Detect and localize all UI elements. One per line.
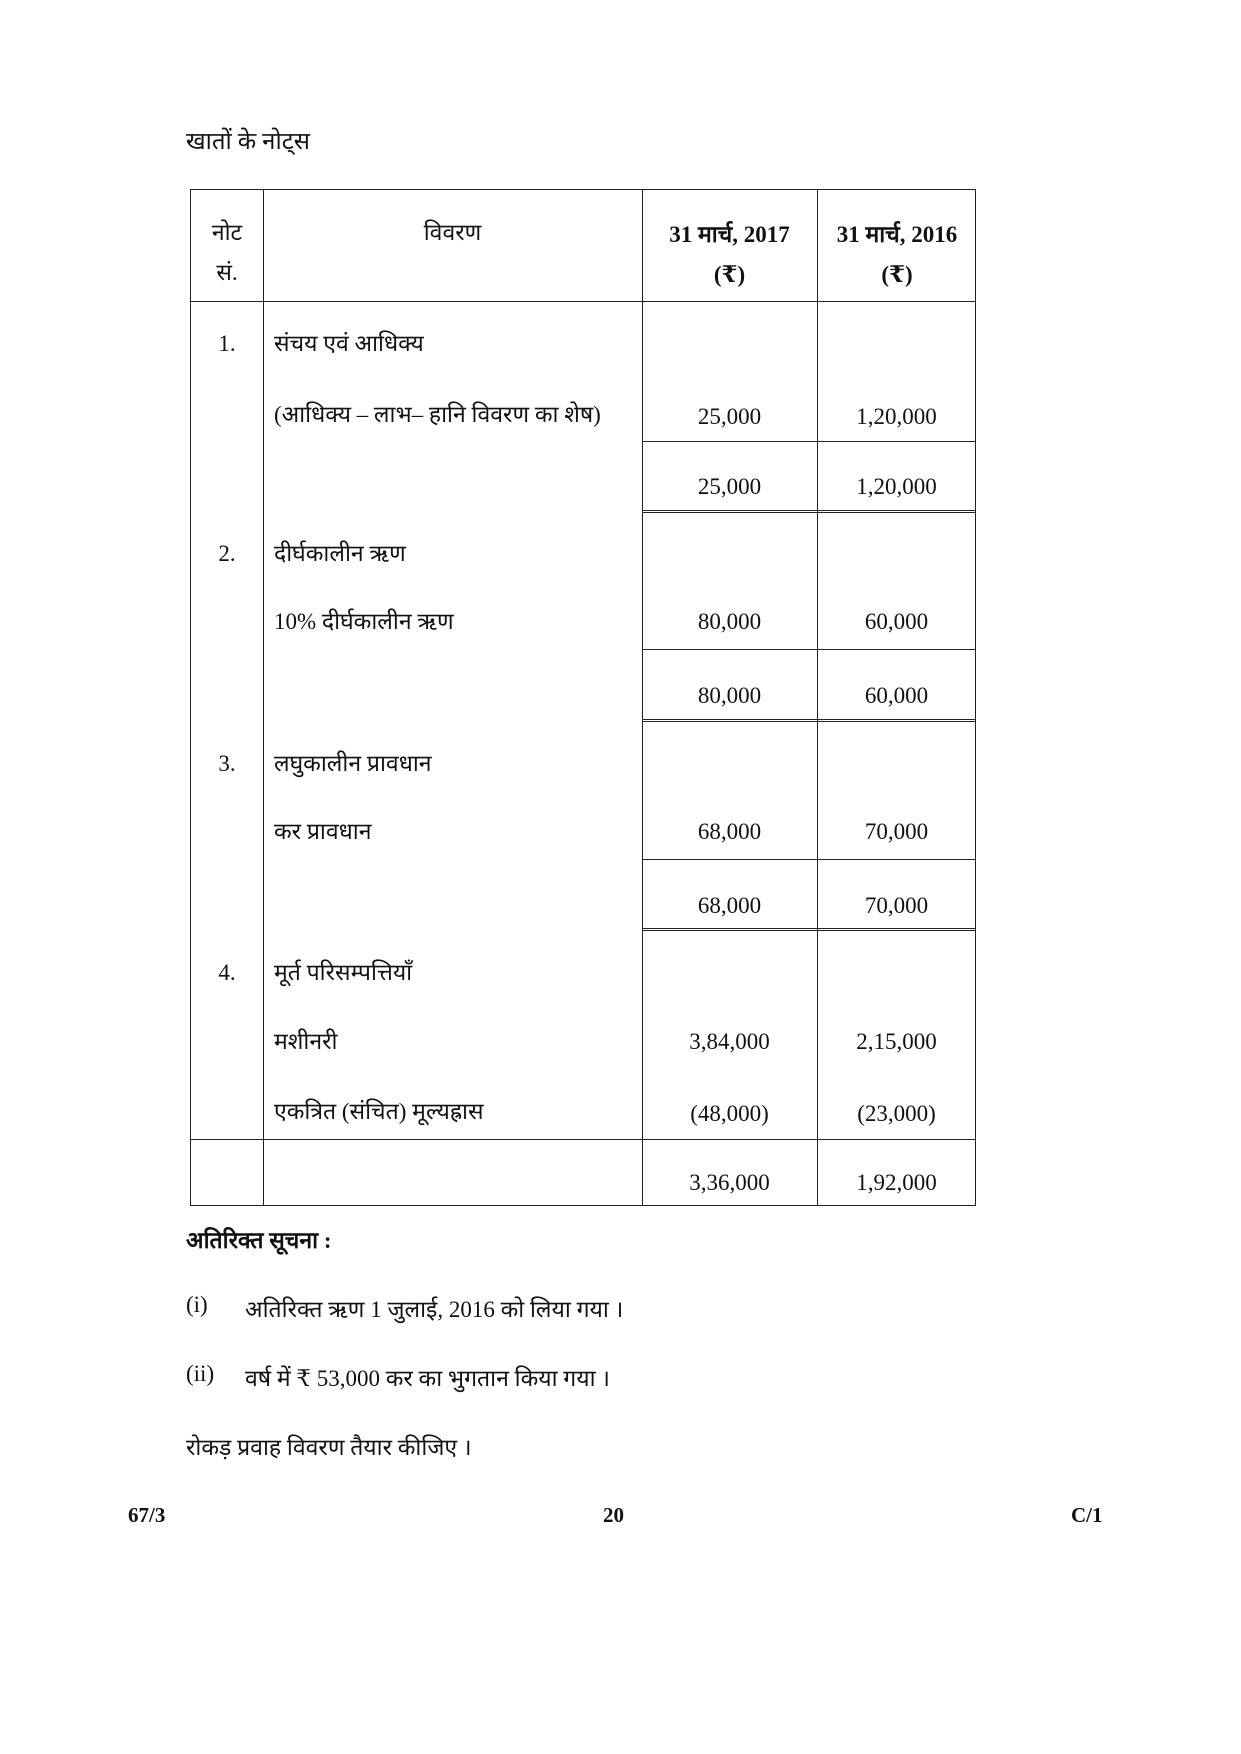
value-2017: 25,000 (697, 404, 762, 429)
note-title: मूर्त परिसम्पत्तियाँ (274, 960, 413, 985)
note-number: 4. (218, 960, 236, 985)
note-row-label: 10% दीर्घकालीन ऋण (274, 609, 454, 634)
header-divider (191, 301, 975, 302)
info-item-marker: (i) (186, 1292, 208, 1317)
note-title: संचय एवं आधिक्य (274, 331, 424, 356)
header-2017-line1: 31 मार्च, 2017 (669, 222, 790, 247)
value-2016: (23,000) (857, 1101, 936, 1126)
instruction-text: रोकड़ प्रवाह विवरण तैयार कीजिए । (186, 1435, 472, 1460)
note-number: 3. (218, 751, 236, 776)
value-2016: 60,000 (864, 609, 929, 634)
total-2017: 80,000 (697, 683, 762, 708)
note-row-label: कर प्रावधान (274, 819, 372, 844)
note-number: 2. (218, 541, 236, 566)
notes-table (190, 189, 976, 1206)
header-2016-line1: 31 मार्च, 2016 (836, 222, 958, 247)
info-item-text: वर्ष में ₹ 53,000 कर का भुगतान किया गया । (245, 1366, 610, 1391)
header-2016-line2: (₹) (881, 262, 913, 287)
set-code: C/1 (1071, 1503, 1103, 1527)
note-title: दीर्घकालीन ऋण (274, 541, 406, 566)
total-2016: 60,000 (864, 683, 929, 708)
additional-info-title: अतिरिक्त सूचना : (186, 1228, 332, 1253)
total-2016: 1,92,000 (856, 1170, 937, 1195)
value-2016: 2,15,000 (856, 1029, 937, 1054)
subtotal-line (642, 441, 975, 442)
total-2017: 68,000 (697, 893, 762, 918)
value-2017: 80,000 (697, 609, 762, 634)
header-note-no-line2: सं. (216, 260, 238, 285)
note-number: 1. (218, 331, 236, 356)
total-double-line (642, 928, 975, 931)
grand-total-line (191, 1139, 975, 1140)
total-2017: 25,000 (697, 474, 762, 499)
info-item-marker: (ii) (186, 1361, 215, 1386)
value-2017: 3,84,000 (689, 1029, 770, 1054)
value-2016: 70,000 (864, 819, 929, 844)
note-row-label: मशीनरी (274, 1029, 338, 1054)
note-row-label: एकत्रित (संचित) मूल्यह्रास (274, 1099, 484, 1124)
paper-code: 67/3 (128, 1503, 166, 1527)
total-2016: 1,20,000 (856, 474, 937, 499)
value-2017: (48,000) (690, 1101, 769, 1126)
col-divider (263, 190, 264, 1205)
note-title: लघुकालीन प्रावधान (274, 751, 432, 776)
info-item-text: अतिरिक्त ऋण 1 जुलाई, 2016 को लिया गया । (245, 1297, 624, 1322)
total-double-line (642, 719, 975, 722)
total-2017: 3,36,000 (689, 1170, 770, 1195)
header-note-no-line1: नोट (211, 220, 243, 245)
total-double-line (642, 510, 975, 513)
notes-heading: खातों के नोट्स (186, 129, 311, 155)
page-number: 20 (603, 1503, 624, 1527)
value-2016: 1,20,000 (856, 404, 937, 429)
header-2017-line2: (₹) (713, 262, 746, 287)
subtotal-line (642, 649, 975, 650)
header-particulars: विवरण (423, 220, 482, 245)
total-2016: 70,000 (864, 893, 929, 918)
note-row-label: (आधिक्य – लाभ– हानि विवरण का शेष) (274, 402, 601, 427)
value-2017: 68,000 (697, 819, 762, 844)
subtotal-line (642, 859, 975, 860)
